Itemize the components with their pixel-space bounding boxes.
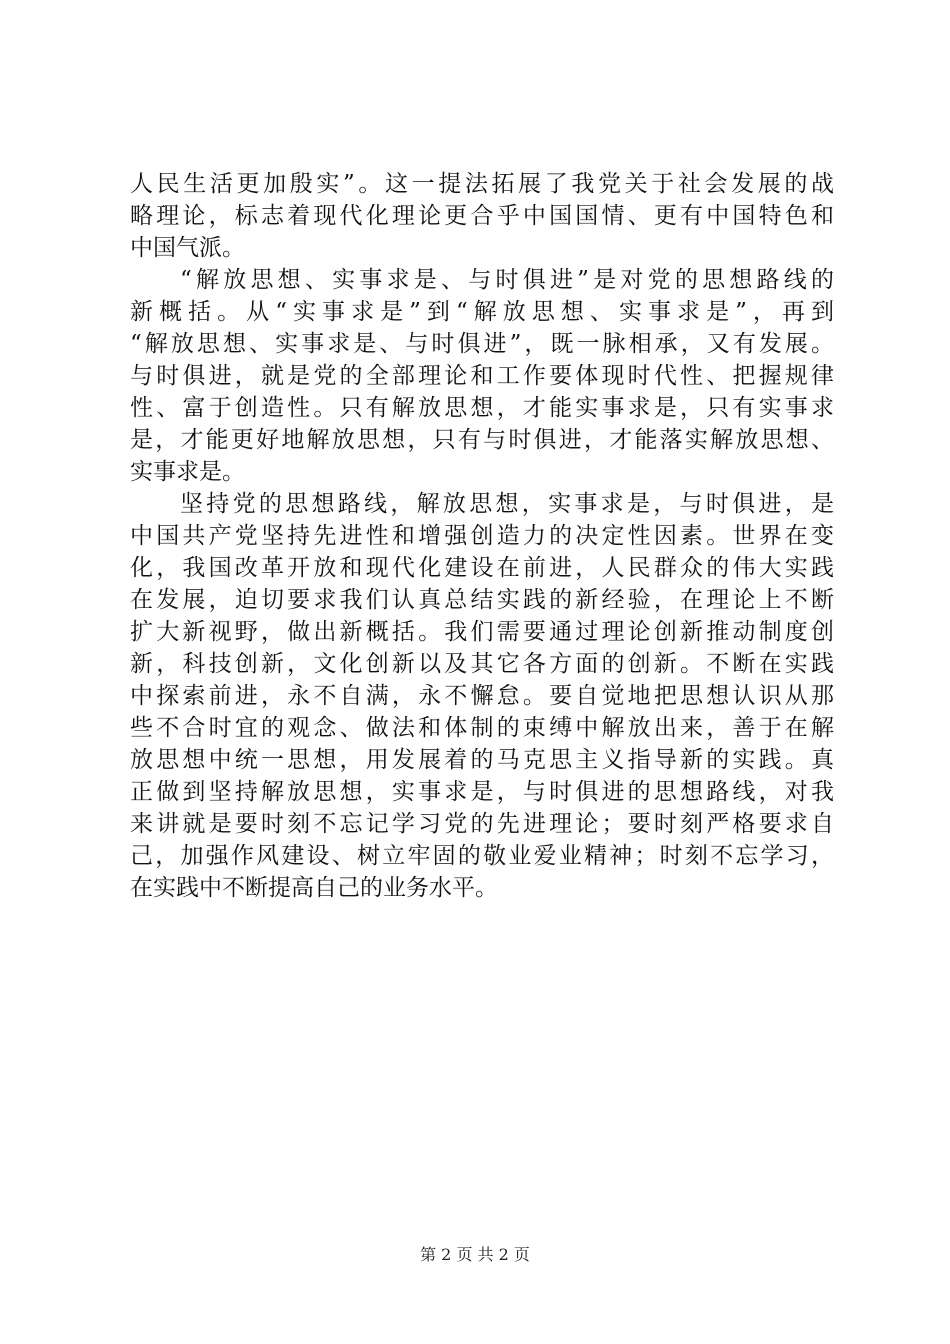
text-line: 与时俱进，就是党的全部理论和工作要体现时代性、把握规律 xyxy=(130,363,834,389)
text-line: 人民生活更加殷实”。这一提法拓展了我党关于社会发展的战 xyxy=(130,171,834,197)
paragraph xyxy=(130,168,834,264)
text-line: 性、富于创造性。只有解放思想，才能实事求是，只有实事求 xyxy=(130,395,834,421)
text-line: 扩大新视野，做出新概括。我们需要通过理论创新推动制度创 xyxy=(130,619,834,645)
text-line: 新概括。从“实事求是”到“解放思想、实事求是”，再到 xyxy=(130,299,834,325)
text-line: 在实践中不断提高自己的业务水平。 xyxy=(130,875,498,901)
text-line: 新，科技创新，文化创新以及其它各方面的创新。不断在实践 xyxy=(130,651,834,677)
text-line: 坚持党的思想路线，解放思想，实事求是，与时俱进，是 xyxy=(180,491,834,517)
text-line: 是，才能更好地解放思想，只有与时俱进，才能落实解放思想、 xyxy=(130,427,834,453)
text-line: 来讲就是要时刻不忘记学习党的先进理论；要时刻严格要求自 xyxy=(130,811,834,837)
text-line: 放思想中统一思想，用发展着的马克思主义指导新的实践。真 xyxy=(130,747,834,773)
text-line: 实事求是。 xyxy=(130,459,245,485)
text-line: 正做到坚持解放思想，实事求是，与时俱进的思想路线，对我 xyxy=(130,779,834,805)
paragraph xyxy=(130,264,834,488)
text-line: “解放思想、实事求是、与时俱进”是对党的思想路线的 xyxy=(180,267,834,293)
page-footer xyxy=(0,1245,950,1265)
text-line: “解放思想、实事求是、与时俱进”，既一脉相承，又有发展。 xyxy=(130,331,834,357)
text-line: 些不合时宜的观念、做法和体制的束缚中解放出来，善于在解 xyxy=(130,715,834,741)
text-line: 中探索前进，永不自满，永不懈怠。要自觉地把思想认识从那 xyxy=(130,683,834,709)
paragraph xyxy=(130,488,834,904)
page-number-label: 第 2 页 共 2 页 xyxy=(420,1245,530,1264)
text-line: 中国共产党坚持先进性和增强创造力的决定性因素。世界在变 xyxy=(130,523,834,549)
text-line: 己，加强作风建设、树立牢固的敬业爱业精神；时刻不忘学习， xyxy=(130,843,834,869)
document-body xyxy=(130,168,834,904)
text-line: 化，我国改革开放和现代化建设在前进，人民群众的伟大实践 xyxy=(130,555,834,581)
text-line: 中国气派。 xyxy=(130,235,245,261)
text-line: 略理论，标志着现代化理论更合乎中国国情、更有中国特色和 xyxy=(130,203,834,229)
text-line: 在发展，迫切要求我们认真总结实践的新经验，在理论上不断 xyxy=(130,587,834,613)
